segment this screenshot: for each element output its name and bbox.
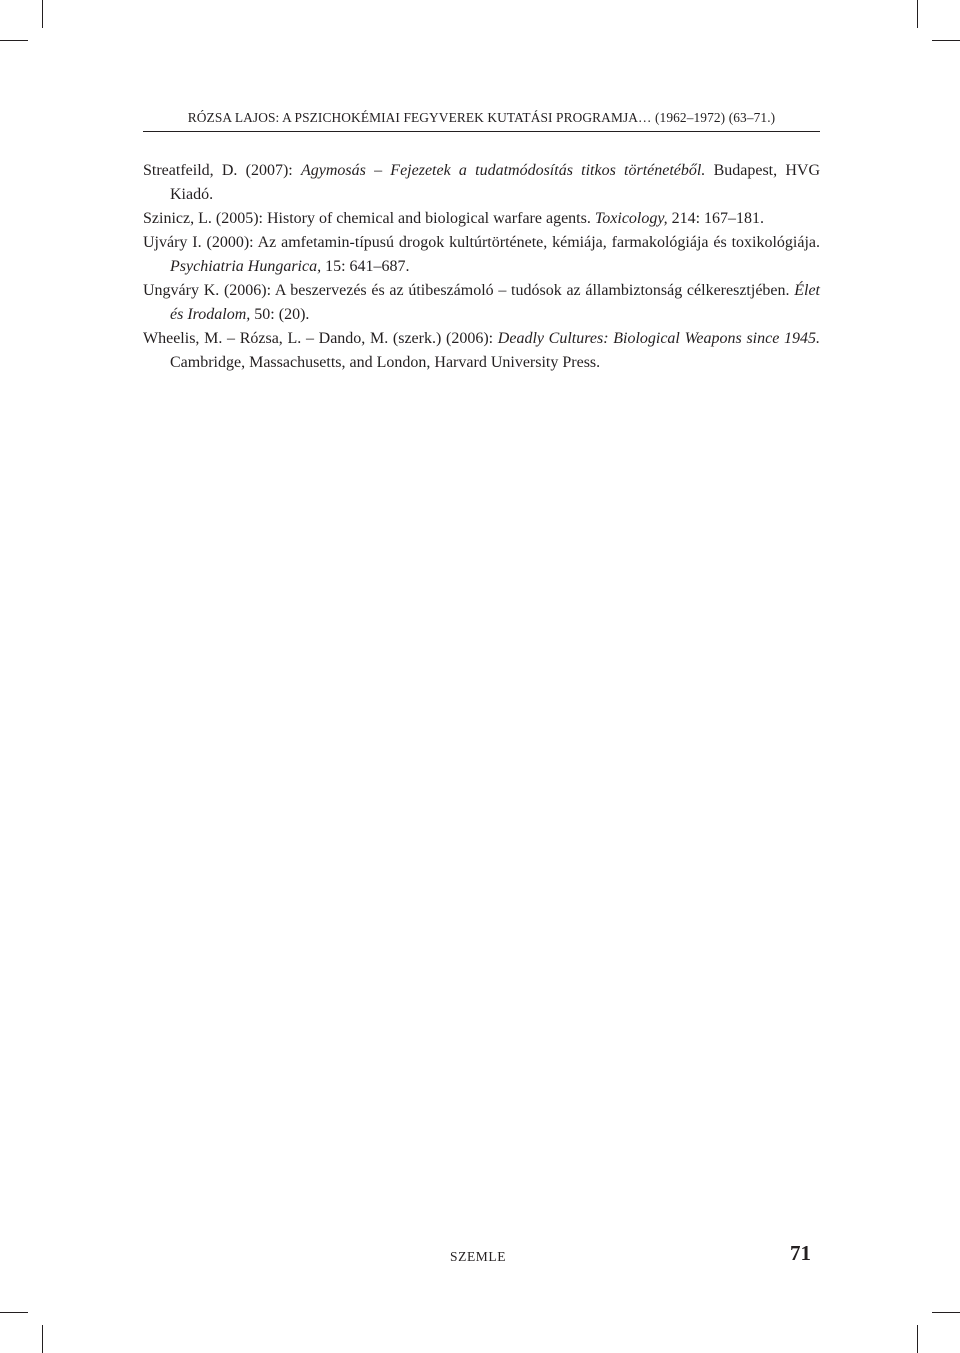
page-number: 71: [790, 1241, 811, 1265]
running-header: RÓZSA LAJOS: A PSZICHOKÉMIAI FEGYVEREK KUTATÁSI PROGRAMJA… (1962–1972) (63–71.): [187, 110, 776, 125]
reference-item: [143, 327, 820, 375]
reference-text: Szinicz, L. (2005): History of chemical and biological warfare agents.: [143, 210, 595, 227]
footer-journal-name: SZEMLE: [450, 1249, 507, 1264]
reference-text: Ujváry I. (2000): Az amfetamin-típusú drogok kultúrtörténete, kémiája, farmakológiája és toxikológiája.: [143, 234, 820, 251]
reference-text: Wheelis, M. – Rózsa, L. – Dando, M. (szerk.) (2006):: [143, 330, 498, 347]
reference-text: 15: 641–687.: [321, 258, 410, 275]
reference-item: [143, 207, 820, 231]
header-rule: [143, 131, 820, 132]
reference-text: Ungváry K. (2006): A beszervezés és az útibeszámoló – tudósok az állambiztonság célkeresztjében.: [143, 282, 795, 299]
reference-text: 214: 167–181.: [667, 210, 765, 227]
reference-journal: Toxicology,: [594, 210, 668, 227]
reference-title: Deadly Cultures: Biological Weapons since 1945.: [497, 330, 821, 347]
reference-text: 50: (20).: [250, 306, 310, 323]
reference-text: Budapest, HVG Kiadó.: [170, 162, 821, 203]
reference-text: Cambridge, Massachusetts, and London, Harvard University Press.: [170, 354, 601, 371]
crop-mark-bottom-left-horizontal: [0, 1312, 28, 1313]
reference-list: [143, 159, 820, 375]
crop-mark-bottom-right: [917, 1325, 918, 1353]
crop-mark-bottom-right-horizontal: [932, 1312, 960, 1313]
crop-mark-top-left: [42, 0, 43, 28]
crop-mark-top-left-horizontal: [0, 40, 28, 41]
crop-mark-top-right-horizontal: [932, 40, 960, 41]
reference-journal: Psychiatria Hungarica,: [170, 258, 322, 275]
reference-item: [143, 159, 820, 207]
reference-item: [143, 279, 820, 327]
crop-mark-bottom-left: [42, 1325, 43, 1353]
reference-journal: Élet és Irodalom,: [170, 282, 820, 323]
reference-text: Streatfeild, D. (2007):: [143, 162, 301, 179]
reference-title: Agymosás – Fejezetek a tudatmódosítás titkos történetéből.: [300, 162, 706, 179]
reference-item: [143, 231, 820, 279]
crop-mark-top-right: [917, 0, 918, 28]
